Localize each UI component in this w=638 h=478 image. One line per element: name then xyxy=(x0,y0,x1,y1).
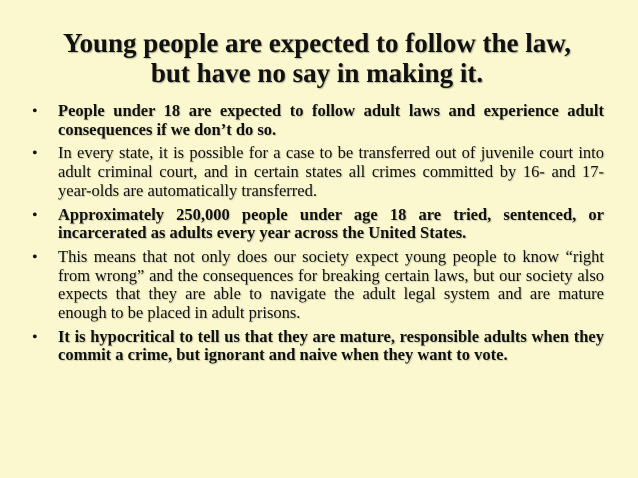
bullet-marker: • xyxy=(32,145,38,163)
title-line-2: but have no say in making it. xyxy=(150,58,484,88)
slide-title xyxy=(30,28,604,88)
bullet-item-1 xyxy=(30,102,604,139)
bullet-item-3 xyxy=(30,206,604,243)
bullet-item-4 xyxy=(30,248,604,323)
bullet-text: It is hypocritical to tell us that they are mature, responsible adults when they commit a crime, but ignorant and naive when they want to vote. xyxy=(58,326,604,365)
bullet-item-2 xyxy=(30,144,604,200)
bullet-marker: • xyxy=(32,328,38,346)
bullet-text: This means that not only does our society expect young people to know “right from wrong” and the consequences for breaking certain laws, but our society also expects that they are able to navigate the adult legal system and are mature enough to be placed in adult prisons. xyxy=(58,246,604,323)
title-line-1: Young people are expected to follow the law, xyxy=(63,28,571,58)
bullet-list xyxy=(30,102,604,365)
bullet-item-5 xyxy=(30,328,604,365)
bullet-text: In every state, it is possible for a case to be transferred out of juvenile court into adult criminal court, and in certain states all crimes committed by 16- and 17-year-olds are automatically transferred. xyxy=(58,143,604,200)
bullet-marker: • xyxy=(32,206,38,224)
bullet-marker: • xyxy=(32,103,38,120)
bullet-text: Approximately 250,000 people under age 18 are tried, sentenced, or incarcerated as adults every year across the United States. xyxy=(58,204,604,243)
bullet-marker: • xyxy=(32,248,38,266)
bullet-text: People under 18 are expected to follow adult laws and experience adult consequences if we don’t do so. xyxy=(58,101,604,139)
